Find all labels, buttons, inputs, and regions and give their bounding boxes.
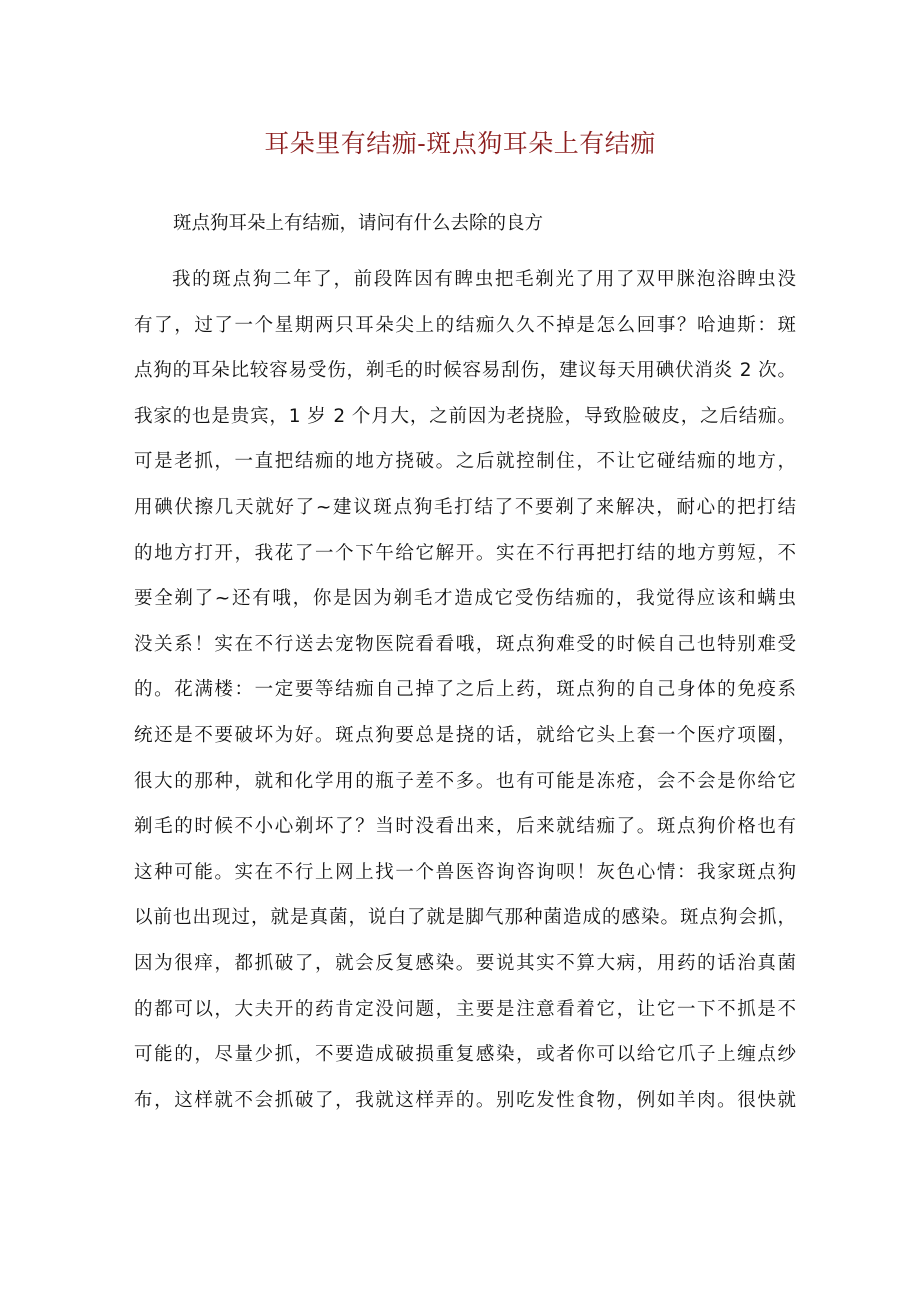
body-line: 要全剃了~还有哦，你是因为剃毛才造成它受伤结痂的，我觉得应该和螨虫 bbox=[134, 588, 796, 610]
question-heading: 斑点狗耳朵上有结痂，请问有什么去除的良方 bbox=[173, 213, 544, 234]
body-line: 的地方打开，我花了一个下午给它解开。实在不行再把打结的地方剪短，不 bbox=[134, 542, 796, 564]
body-paragraph bbox=[134, 257, 796, 1123]
document-title: 耳朵里有结痂-斑点狗耳朵上有结痂 bbox=[264, 129, 656, 158]
body-line: 的都可以，大夫开的药肯定没问题，主要是注意看着它，让它一下不抓是不 bbox=[134, 998, 796, 1020]
body-line: 没关系！实在不行送去宠物医院看看哦，斑点狗难受的时候自己也特别难受 bbox=[134, 633, 796, 655]
body-line: 因为很痒，都抓破了，就会反复感染。要说其实不算大病，用药的话治真菌 bbox=[134, 952, 796, 974]
body-line: 的。花满楼：一定要等结痂自己掉了之后上药，斑点狗的自己身体的免疫系 bbox=[134, 679, 796, 701]
body-line: 我的斑点狗二年了，前段阵因有睥虫把毛剃光了用了双甲脒泡浴睥虫没 bbox=[172, 269, 796, 290]
body-line: 我家的也是贵宾，1 岁 2 个月大，之前因为老挠脸，导致脸破皮，之后结痂。 bbox=[134, 405, 796, 427]
body-line: 这种可能。实在不行上网上找一个兽医咨询咨询呗！灰色心情：我家斑点狗 bbox=[134, 861, 796, 883]
body-line: 统还是不要破坏为好。斑点狗要总是挠的话，就给它头上套一个医疗项圈， bbox=[134, 724, 796, 746]
body-line: 可是老抓，一直把结痂的地方挠破。之后就控制住，不让它碰结痂的地方， bbox=[134, 451, 796, 473]
body-line: 用碘伏擦几天就好了~建议斑点狗毛打结了不要剃了来解决，耐心的把打结 bbox=[134, 496, 796, 518]
body-line: 有了，过了一个星期两只耳朵尖上的结痂久久不掉是怎么回事？哈迪斯：斑 bbox=[134, 314, 796, 336]
body-line: 可能的，尽量少抓，不要造成破损重复感染，或者你可以给它爪子上缠点纱 bbox=[134, 1044, 796, 1066]
body-line: 以前也出现过，就是真菌，说白了就是脚气那种菌造成的感染。斑点狗会抓， bbox=[134, 907, 796, 929]
body-line: 点狗的耳朵比较容易受伤，剃毛的时候容易刮伤，建议每天用碘伏消炎 2 次。 bbox=[134, 360, 796, 382]
body-line: 布，这样就不会抓破了，我就这样弄的。别吃发性食物，例如羊肉。很快就 bbox=[134, 1089, 796, 1111]
body-line: 剃毛的时候不小心剃坏了？当时没看出来，后来就结痂了。斑点狗价格也有 bbox=[134, 816, 796, 838]
body-line: 很大的那种，就和化学用的瓶子差不多。也有可能是冻疮，会不会是你给它 bbox=[134, 770, 796, 792]
